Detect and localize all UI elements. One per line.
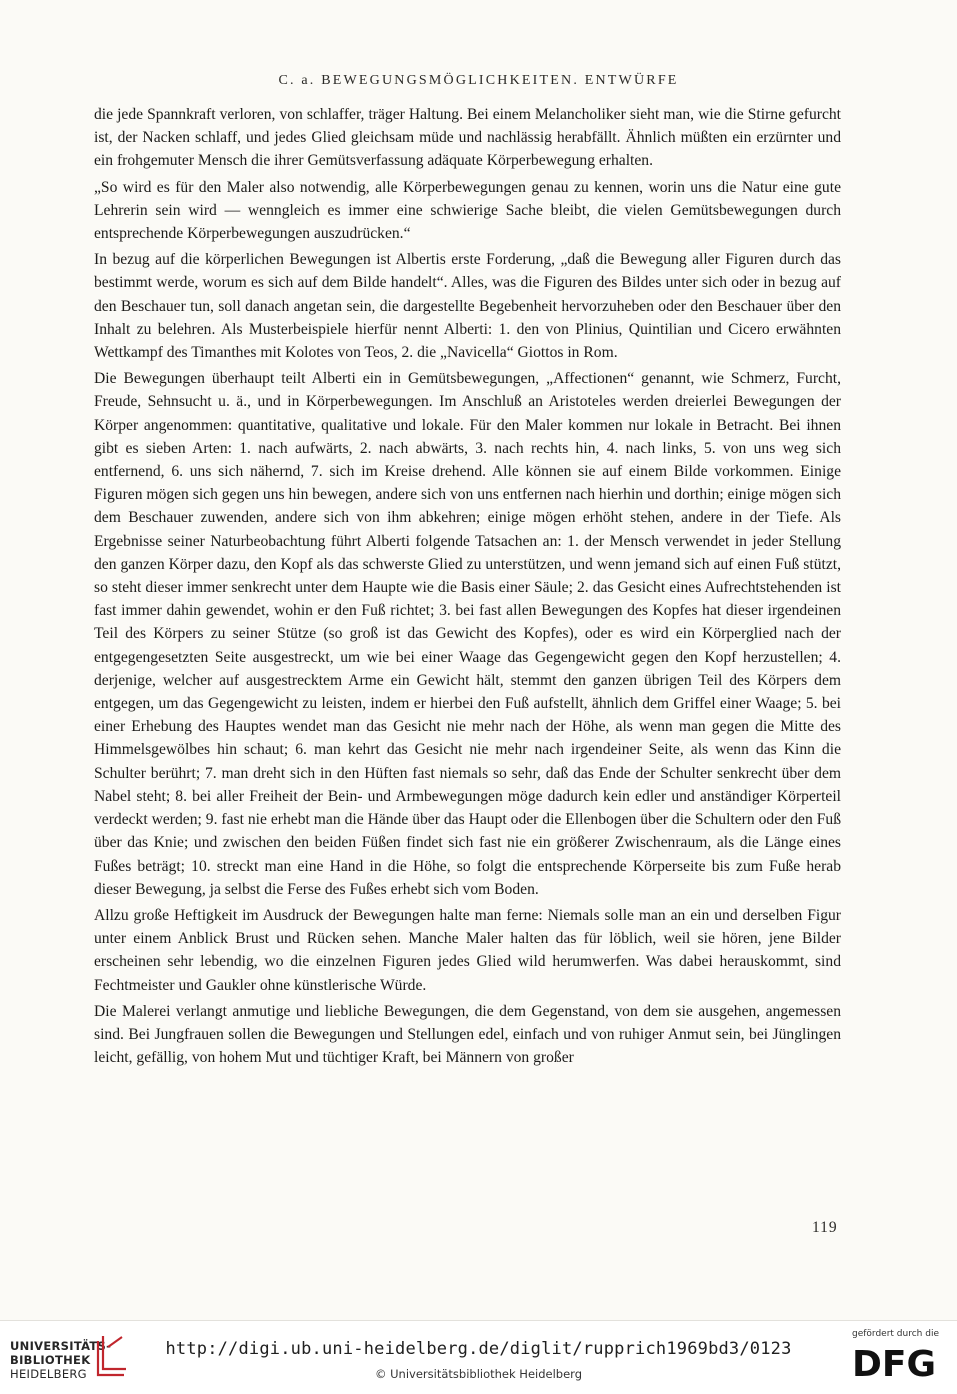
funding-caption: gefördert durch die xyxy=(852,1329,939,1339)
library-name-line2: BIBLIOTHEK xyxy=(10,1353,91,1367)
dfg-logo-text: DFG xyxy=(852,1344,937,1383)
paragraph: Die Bewegungen überhaupt teilt Alberti ein in Gemütsbewegungen, „Affectionen“ genannt, wie Schmerz, Furcht, Freude, Sehnsucht u. ä., und in Körperbewegungen. Im Anschluß an Aristoteles werden dreierlei Bewegungen der Körper angenommen: quantitative, qualitative und lokale. Für den Maler kommen nur lokale in Betracht. Bei ihnen gibt es sieben Arten: 1. nach aufwärts, 2. nach abwärts, 3. nach rechts hin, 4. nach links, 5. von uns weg sich entfernend, 6. uns sich nähernd, 7. sich im Kreise drehend. Alle können sie auf einem Bilde vorkommen. Einige Figuren mögen sich gegen uns hin bewegen, andere sich von uns entfernen nach hierhin und dorthin; einige mögen sich dem Beschauer zuwenden, andere sich von ihm abkehren; einige mögen erhöht stehen, andere in der Tiefe. Als Ergebnisse seiner Naturbeobachtung führt Alberti folgende Tatsachen an: 1. der Mensch verwendet in jeder Stellung den ganzen Körper dazu, den Kopf als das schwerste Glied zu unterstützen, und wenn jemand sich auf einen Fuß stützt, so steht dieser immer senkrecht unter dem Haupte wie die Basis einer Säule; 2. das Gesicht eines Aufrechtstehenden ist fast immer dahin gewendet, wohin er den Fuß richtet; 3. bei fast allen Bewegungen des Kopfes hat dieser irgendeinen Teil des Körpers zu seiner Stütze (so groß ist das Gewicht des Kopfes), oder es wird ein Körperglied nach der entgegengesetzten Seite ausgestreckt, um wie bei einer Waage das Gegengewicht gegen den Kopf herzustellen; 4. derjenige, welcher auf ausgestrecktem Arme ein Gewicht hält, stemmt den ganzen übrigen Teil des Körpers dem entgegen, um das Gegengewicht zu leisten, indem er hierbei den Fuß aufstellt, ähnlich dem Griffel einer Waage; 5. bei einer Erhebung des Hauptes wendet man das Gesicht nie mehr nach der Höhe, als wenn man gegen die Mitte des Himmelsgewölbes hin schaut; 6. man kehrt das Gesicht nie mehr nach irgendeiner Seite, als wenn das Kinn die Schulter berührt; 7. man dreht sich in den Hüften fast niemals so sehr, daß das Ende der Schulter senkrecht über dem Nabel steht; 8. bei aller Freiheit der Bein- und Armbewegungen möge dadurch kein edler und anständiger Körperteil verdeckt werden; 9. fast nie erhebt man die Hände über das Haupt oder die Ellenbogen über die Schultern oder den Fuß über das Knie; und zwischen den beiden Füßen findet sich fast nie ein größerer Zwischenraum, als die Länge eines Fußes beträgt; 10. streckt man eine Hand in die Höhe, so folgt die entsprechende Körperseite bis zum Fuße herab dieser Bewegung, ja selbst die Ferse des Fußes erhebt sich vom Boden. xyxy=(94,370,842,898)
library-name-line3: HEIDELBERG xyxy=(10,1367,87,1381)
page-number: 119 xyxy=(812,1219,838,1236)
dfg-logo-icon xyxy=(852,1343,944,1383)
body-text xyxy=(94,103,841,1072)
paragraph: die jede Spannkraft verloren, von schlaffer, träger Haltung. Bei einem Melancholiker sieht man, wie die Stirne gefurcht ist, der Nacken schlaff, und jedes Glied gleichsam müde und nachlässig herabfällt. Ähnlich müßten ein erzürnter und ein frohgemuter Mensch die ihrer Gemütsverfassung adäquate Körperbewegung erhalten. xyxy=(94,106,841,170)
paragraph: Die Malerei verlangt anmutige und liebliche Bewegungen, die dem Gegenstand, von dem sie ausgehen, angemessen sind. Bei Jungfrauen sollen die Bewegungen und Stellungen edel, einfach und von ruhiger Anmut sein, bei Jünglingen leicht, gefällig, von hohem Mut und tüchtiger Kraft, bei Männern von großer xyxy=(94,1002,841,1067)
paragraph: Allzu große Heftigkeit im Ausdruck der Bewegungen halte man ferne: Niemals solle man an ein und derselben Figur unter einem Anblick Brust und Rücken sehen. Manche Maler halten das für löblich, weil sie hören, jene Bilder erscheinen sehr lebendig, wo die einzelnen Figuren jedes Glied wild herumwerfen. Was dabei herauskommt, sind Fechtmeister und Gaukler ohne künstlerische Würde. xyxy=(94,906,841,994)
footer xyxy=(0,1320,957,1394)
library-name-line1: UNIVERSITÄTS- xyxy=(10,1339,112,1353)
copyright-notice: © Universitätsbibliothek Heidelberg xyxy=(374,1367,582,1381)
document-url-link[interactable]: http://digi.ub.uni-heidelberg.de/diglit/rupprich1969bd3/0123 xyxy=(165,1339,792,1359)
running-head: C. a. BEWEGUNGSMÖGLICHKEITEN. ENTWÜRFE xyxy=(278,73,679,88)
paragraph: In bezug auf die körperlichen Bewegungen ist Albertis erste Forderung, „daß die Bewegung aller Figuren durch das bestimmt werde, worum es sich auf dem Bilde handelt“. Alles, was die Figuren des Bildes unter sich oder in bezug auf den Beschauer tun, soll danach angetan sein, die dargestellte Begebenheit hervorzuheben oder den Beschauer über den Inhalt zu belehren. Als Musterbeispiele hierfür nennt Alberti: 1. den von Plinius, Quintilian und Cicero erwähnten Wettkampf des Timanthes mit Kolotes von Teos, 2. die „Navicella“ Giottos in Rom. xyxy=(94,251,841,362)
paragraph: „So wird es für den Maler also notwendig, alle Körperbewegungen genau zu kennen, worin uns die Natur eine gute Lehrerin sein wird — wenngleich es immer eine schwierige Sache bleibt, die vielen Gemütsbewegungen durch entsprechende Körperbewegungen auszudrücken.“ xyxy=(94,178,841,243)
